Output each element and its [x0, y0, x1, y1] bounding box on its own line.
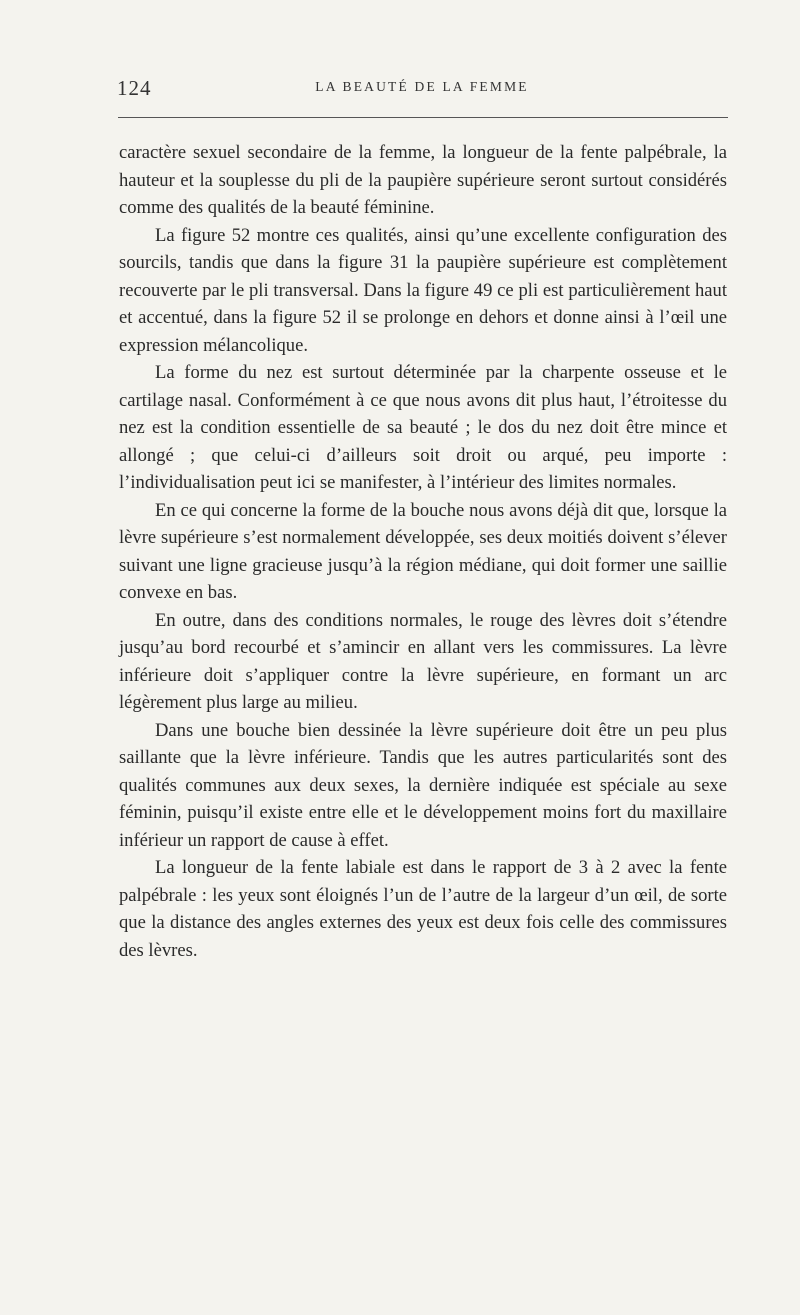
page-header — [117, 76, 727, 100]
paragraph-4: En ce qui concerne la forme de la bouche nous avons déjà dit que, lorsque la lèvre supérieure s’est normalement développée, ses deux moitiés doivent s’élever suivant une ligne gracieuse jusqu’à la région médiane, qui doit former une saillie convexe en bas. — [119, 499, 727, 603]
running-title: LA BEAUTÉ DE LA FEMME — [315, 79, 529, 94]
body-text — [119, 139, 727, 964]
paragraph-1: caractère sexuel secondaire de la femme, la longueur de la fente palpébrale, la hauteur et la souplesse du pli de la paupière supérieure seront surtout considérés comme des qualités de la beauté féminine. — [119, 142, 727, 218]
page-number: 124 — [117, 76, 152, 100]
paragraph-2: La figure 52 montre ces qualités, ainsi qu’une excellente configuration des sourcils, tandis que dans la figure 31 la paupière supérieure est complètement recouverte par le pli transversal. Dans la figure 49 ce pli est particulièrement haut et accentué, dans la figure 52 il se prolonge en dehors et donne ainsi à l’œil une expression mélancolique. — [119, 224, 727, 356]
paragraph-6: Dans une bouche bien dessinée la lèvre supérieure doit être un peu plus saillante que la lèvre inférieure. Tandis que les autres particularités sont des qualités communes aux deux sexes, la dernière indiquée est spéciale au sexe féminin, puisqu’il existe entre elle et le développement moins fort du maxillaire inférieur un rapport de cause à effet. — [119, 719, 727, 851]
paragraph-3: La forme du nez est surtout déterminée par la charpente osseuse et le cartilage nasal. Conformément à ce que nous avons dit plus haut, l’étroitesse du nez est la condition essentielle de sa beauté ; le dos du nez doit être mince et allongé ; que celui-ci d’ailleurs soit droit ou arqué, peu importe : l’individualisation peut ici se manifester, à l’intérieur des limites normales. — [119, 362, 727, 493]
header-rule — [118, 117, 728, 118]
paragraph-7: La longueur de la fente labiale est dans le rapport de 3 à 2 avec la fente palpébrale : les yeux sont éloignés l’un de l’autre de la largeur d’un œil, de sorte que la distance des angles externes des yeux est deux fois celle des commissures des lèvres. — [119, 857, 727, 961]
paragraph-5: En outre, dans des conditions normales, le rouge des lèvres doit s’étendre jusqu’au bord recourbé et s’amincir en allant vers les commissures. La lèvre inférieure doit s’appliquer contre la lèvre supérieure, en formant un arc légèrement plus large au milieu. — [119, 609, 727, 713]
